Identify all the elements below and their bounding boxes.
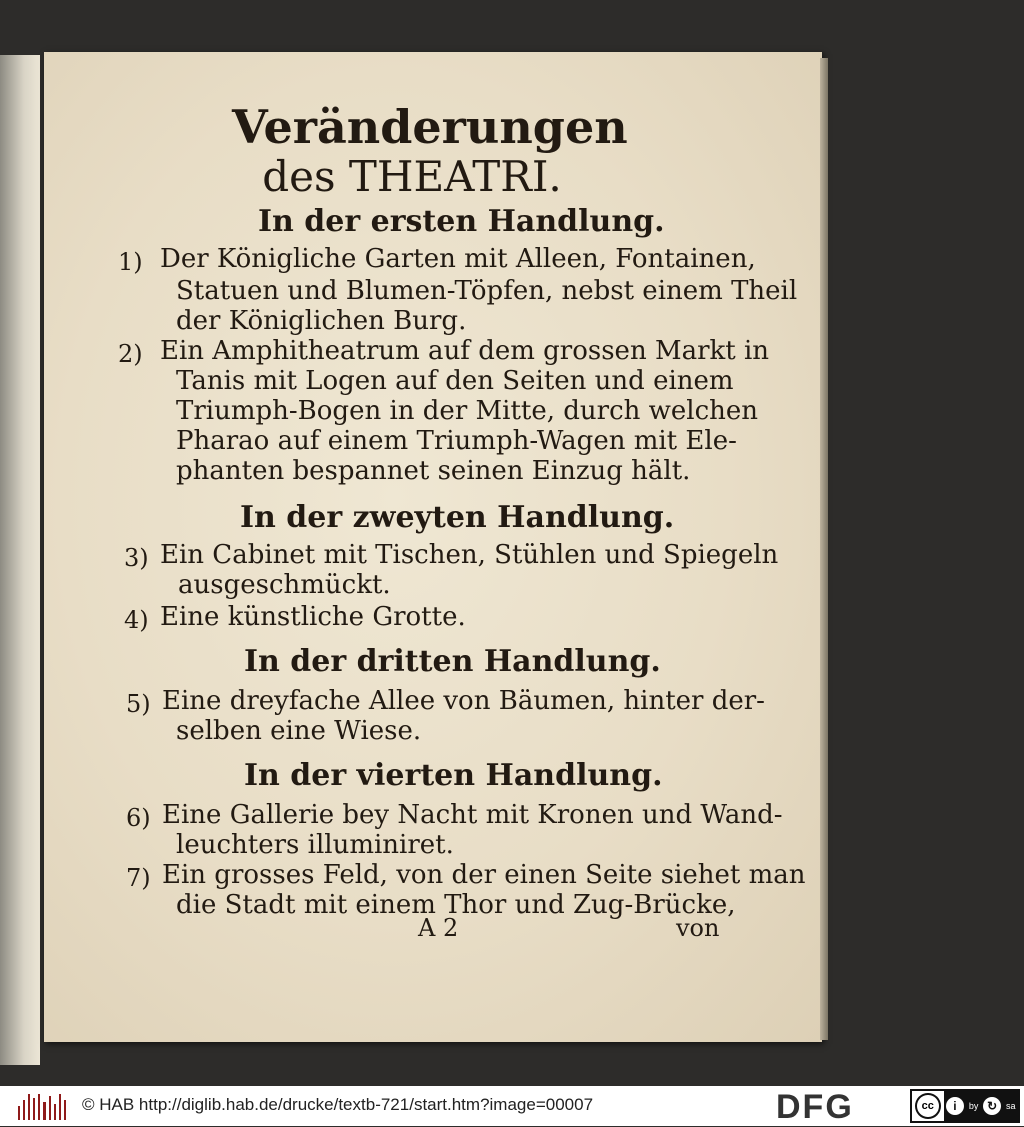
section-heading: In der vierten Handlung. xyxy=(244,758,663,793)
item-line: Der Königliche Garten mit Alleen, Fontainen, xyxy=(160,244,756,274)
page-edge-shadow xyxy=(820,58,828,1040)
item-line: phanten bespannet seinen Einzug hält. xyxy=(176,456,691,486)
item-line: selben eine Wiese. xyxy=(176,716,422,746)
cc-license-badge[interactable] xyxy=(910,1089,1020,1123)
section-heading: In der zweyten Handlung. xyxy=(240,500,675,535)
item-line: der Königlichen Burg. xyxy=(176,306,467,336)
item-line: Triumph-Bogen in der Mitte, durch welchen xyxy=(176,396,759,426)
item-line: Ein Cabinet mit Tischen, Stühlen und Spiegeln xyxy=(160,540,779,570)
item-line: die Stadt mit einem Thor und Zug-Brücke, xyxy=(176,890,736,920)
by-icon: i xyxy=(946,1097,964,1115)
item-line: Ein Amphitheatrum auf dem grossen Markt in xyxy=(160,336,770,366)
item-line: Pharao auf einem Triumph-Wagen mit Ele- xyxy=(176,426,737,456)
section-heading: In der ersten Handlung. xyxy=(258,204,665,239)
item-line: Tanis mit Logen auf den Seiten und einem xyxy=(176,366,734,396)
page-subtitle: des THEATRI. xyxy=(262,152,562,201)
previous-page-edge xyxy=(0,55,40,1065)
copyright-link[interactable]: © HAB http://diglib.hab.de/drucke/textb-721/start.htm?image=00007 xyxy=(82,1095,594,1114)
catchword: von xyxy=(676,914,720,942)
item-line: Eine künstliche Grotte. xyxy=(160,602,466,632)
cc-icon: cc xyxy=(915,1093,941,1119)
item-number: 4) xyxy=(124,606,149,634)
signature-mark: A 2 xyxy=(418,914,459,942)
item-line: Statuen und Blumen-Töpfen, nebst einem Theil xyxy=(176,276,798,306)
item-line: Eine Gallerie bey Nacht mit Kronen und Wand- xyxy=(162,800,783,830)
item-number: 2) xyxy=(118,340,143,368)
sa-icon: ↻ xyxy=(983,1097,1001,1115)
item-number: 1) xyxy=(118,248,143,276)
item-line: ausgeschmückt. xyxy=(178,570,391,600)
item-line: leuchters illuminiret. xyxy=(176,830,454,860)
item-number: 6) xyxy=(126,804,151,832)
footer-bar xyxy=(0,1086,1024,1126)
by-label: by xyxy=(968,1101,979,1111)
item-line: Eine dreyfache Allee von Bäumen, hinter der- xyxy=(162,686,765,716)
license-terms xyxy=(944,1091,1018,1121)
hab-logo-icon[interactable] xyxy=(18,1094,66,1120)
item-line: Ein grosses Feld, von der einen Seite siehet man xyxy=(162,860,806,890)
item-number: 3) xyxy=(124,544,149,572)
section-heading: In der dritten Handlung. xyxy=(244,644,661,679)
sa-label: sa xyxy=(1006,1101,1016,1111)
dfg-logo[interactable]: DFG xyxy=(776,1088,854,1126)
page-title: Veränderungen xyxy=(232,100,628,154)
item-number: 5) xyxy=(126,690,151,718)
item-number: 7) xyxy=(126,864,151,892)
